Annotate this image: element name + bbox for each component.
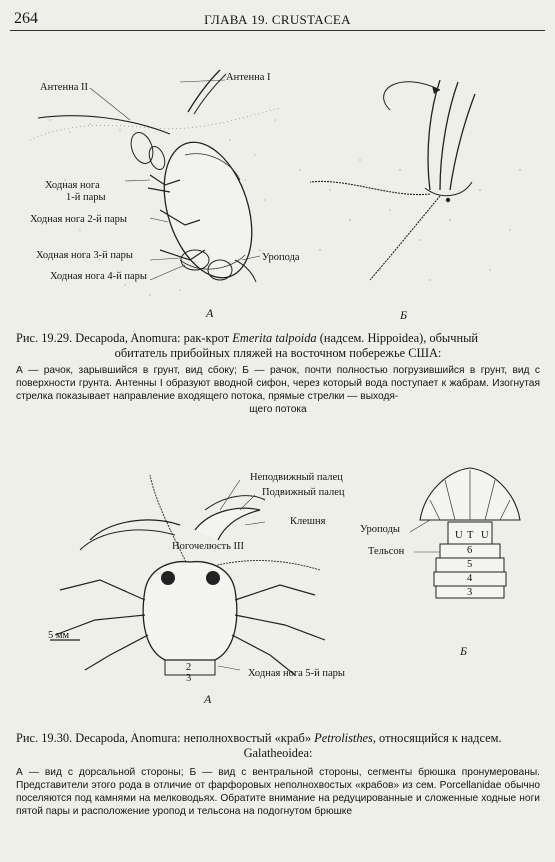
label-segment-3b: 3 <box>467 587 473 598</box>
label-uropod: Уропода <box>262 252 300 263</box>
label-antenna-2: Антенна II <box>40 82 88 93</box>
label-claw: Клешня <box>290 516 326 527</box>
label-segment-2: 2 <box>186 662 192 673</box>
label-fixed-finger: Неподвижный палец <box>250 472 343 483</box>
caption-19-29-species: Emerita talpoida <box>232 331 317 345</box>
label-u-right: U <box>481 530 489 541</box>
figure-19-29-description-end: щего потока <box>249 404 307 415</box>
label-leg-1-line2: 1-й пары <box>66 192 106 203</box>
caption-19-30-lead: Рис. 19.30. Decapoda, Anomura: неполнохвостый «краб» <box>16 731 312 745</box>
label-leg-4: Ходная нога 4-й пары <box>50 271 147 282</box>
figure-19-29-b-drawing <box>290 70 540 310</box>
caption-19-29-lead: Рис. 19.29. Decapoda, Anomura: рак-крот <box>16 331 230 345</box>
label-segment-6: 6 <box>467 545 473 556</box>
label-antenna-1: Антенна I <box>226 72 271 83</box>
label-u-left: U <box>455 530 463 541</box>
label-leg-5: Ходная нога 5-й пары <box>248 668 345 679</box>
label-t: T <box>467 530 474 541</box>
label-telson: Тельсон <box>368 546 405 557</box>
figure-19-30-caption <box>16 731 540 746</box>
figure-19-30-sublabel-a: А <box>204 692 212 706</box>
label-leg-1-line1: Ходная нога <box>45 180 100 191</box>
figure-19-29-caption <box>16 331 540 346</box>
label-maxilliped-3: Ногочелюсть III <box>172 541 245 552</box>
caption-19-30-rest: , относящийся к надсем. <box>372 731 502 745</box>
page-number: 264 <box>14 10 38 27</box>
label-leg-2: Ходная нога 2-й пары <box>30 214 127 225</box>
label-leg-3: Ходная нога 3-й пары <box>36 250 133 261</box>
page-header <box>10 10 545 31</box>
label-movable-finger: Подвижный палец <box>262 487 345 498</box>
running-title: ГЛАВА 19. CRUSTACEA <box>204 12 351 27</box>
figure-19-30-description: А — вид с дорсальной стороны; Б — вид с вентральной стороны, сегменты брюшка пронумерованы. Представители этого рода в отличие от фарфоровых неполнохвостых «крабов» из сем. Porcellanidae обычно поселяются под камнями на мелководьях. Обратите внимание на редуцированные и сложенные ходные ноги пятой пары и расположение уропод и тельсона на подогнутом брюшке <box>16 767 540 817</box>
figure-19-30-sublabel-b: Б <box>460 644 468 658</box>
label-scale-bar: 5 мм <box>48 630 70 641</box>
caption-19-30-species: Petrolisthes <box>314 731 373 745</box>
label-segment-5: 5 <box>467 559 473 570</box>
figure-19-29-sublabel-b: Б <box>400 308 408 322</box>
figure-19-29-caption-line2: обитатель прибойных пляжей на восточном побережье США: <box>114 346 442 360</box>
figure-19-29-sublabel-a: А <box>206 306 214 320</box>
caption-19-29-rest: (надсем. Hippoidea), обычный <box>319 331 479 345</box>
label-segment-4: 4 <box>467 573 473 584</box>
figure-19-30-caption-line2: Galatheoidea: <box>243 746 313 760</box>
figure-19-29-description: А — рачок, зарывшийся в грунт, вид сбоку; Б — рачок, почти полностью погрузившийся в грунт, вид с поверхности грунта. Антенны I образуют вводной сифон, через который вода поступает к жабрам. Изогнутая стрелка показывает направление входящего потока, прямые стрелки — выходя- <box>16 365 540 402</box>
label-segment-3: 3 <box>186 673 192 684</box>
label-uropods: Уроподы <box>360 524 400 535</box>
